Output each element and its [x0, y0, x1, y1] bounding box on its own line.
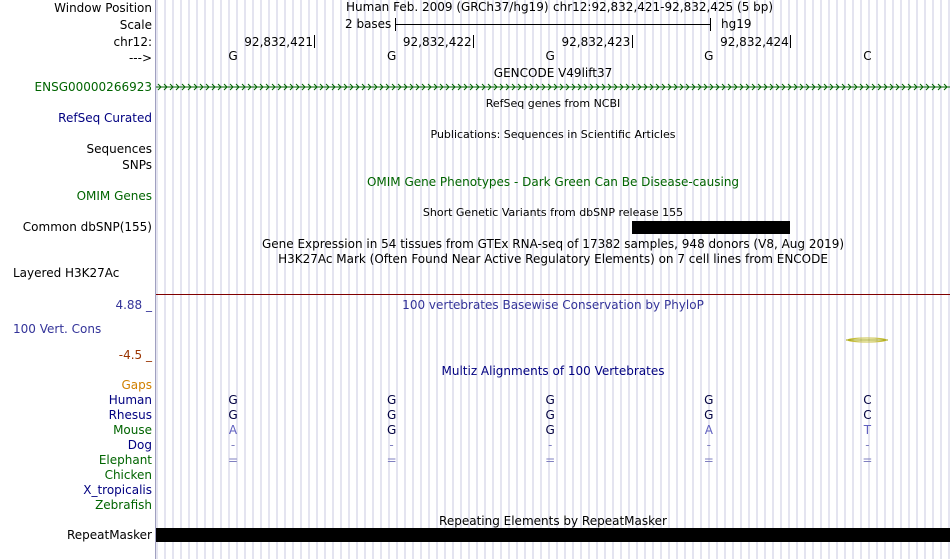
alignment-base: G [545, 423, 555, 437]
species-label[interactable]: Zebrafish [95, 498, 152, 512]
publications-track-title: Publications: Sequences in Scientific Articles [430, 128, 676, 141]
species-label[interactable]: Rhesus [108, 408, 152, 422]
coordinate-tick [790, 35, 791, 48]
scale-bar [395, 18, 711, 31]
dbsnp-track-title: Short Genetic Variants from dbSNP release 155 [422, 206, 684, 219]
alignment-base: - [865, 438, 870, 452]
coordinate-tick [632, 35, 633, 48]
h3k27ac-track-title: H3K27Ac Mark (Often Found Near Active Regulatory Elements) on 7 cell lines from ENCODE [278, 252, 828, 266]
coordinate-tick [473, 35, 474, 48]
repeatmasker-track-title: Repeating Elements by RepeatMasker [439, 514, 667, 528]
refseq-track-title: RefSeq genes from NCBI [485, 97, 621, 110]
alignment-base: = [545, 453, 556, 467]
common-dbsnp-label[interactable]: Common dbSNP(155) [22, 220, 152, 234]
species-label[interactable]: Mouse [113, 423, 152, 437]
alignment-base: T [863, 423, 872, 437]
position-readout: chr12:92,832,421-92,832,425 (5 bp) [553, 0, 774, 14]
chrom-label: chr12: [113, 35, 152, 49]
multiz-track-title: Multiz Alignments of 100 Vertebrates [441, 364, 665, 378]
alignment-base: - [706, 438, 711, 452]
coordinate-label: 92,832,423 [561, 35, 631, 49]
reference-base: G [704, 49, 714, 63]
track-data-area[interactable] [156, 0, 950, 559]
alignment-base: = [703, 453, 714, 467]
coordinate-label: 92,832,422 [402, 35, 472, 49]
phylop-signal-mark [846, 335, 888, 345]
species-label[interactable]: Dog [127, 438, 152, 452]
assembly-title: Human Feb. 2009 (GRCh37/hg19) [346, 0, 549, 14]
layered-h3k27ac-label[interactable]: Layered H3K27Ac [13, 266, 120, 280]
coordinate-tick [314, 35, 315, 48]
repeatmasker-label[interactable]: RepeatMasker [66, 528, 152, 542]
species-label[interactable]: Elephant [98, 453, 152, 467]
alignment-base: - [548, 438, 553, 452]
species-label[interactable]: Human [108, 393, 152, 407]
omim-genes-label[interactable]: OMIM Genes [76, 189, 152, 203]
alignment-base: - [389, 438, 394, 452]
track-label-column [0, 0, 156, 559]
alignment-base: G [386, 408, 397, 422]
gencode-gene-label[interactable]: ENSG00000266923 [34, 80, 152, 94]
reference-base: G [386, 49, 397, 63]
species-label[interactable]: Chicken [104, 468, 152, 482]
reference-base: G [228, 49, 238, 63]
window-position-label: Window Position [54, 1, 152, 15]
conservation-min-label: -4.5 _ [118, 348, 152, 362]
gtex-track-title: Gene Expression in 54 tissues from GTEx RNA-seq of 17382 samples, 948 donors (V8, Aug 2019) [261, 237, 845, 251]
alignment-base: = [862, 453, 873, 467]
gencode-gene-feature[interactable] [156, 82, 950, 92]
reference-base: C [863, 49, 872, 63]
alignment-base: G [545, 393, 555, 407]
alignment-base: C [863, 408, 872, 422]
alignment-base: = [386, 453, 397, 467]
alignment-base: G [386, 393, 397, 407]
db-label: hg19 [721, 17, 752, 31]
scale-text: 2 bases [345, 17, 392, 31]
snps-label[interactable]: SNPs [122, 158, 152, 172]
scale-label: Scale [119, 18, 152, 32]
alignment-base: G [704, 408, 714, 422]
alignment-base: G [386, 423, 397, 437]
h3k27ac-signal-line [156, 294, 950, 295]
alignment-base: A [704, 423, 713, 437]
coordinate-label: 92,832,421 [244, 35, 314, 49]
alignment-base: - [230, 438, 236, 452]
alignment-base: G [228, 393, 238, 407]
refseq-curated-label[interactable]: RefSeq Curated [58, 111, 152, 125]
dbsnp-variant-block[interactable] [632, 221, 790, 234]
coordinate-label: 92,832,424 [720, 35, 789, 49]
alignment-base: G [704, 393, 714, 407]
gencode-track-title: GENCODE V49lift37 [493, 66, 613, 80]
alignment-base: A [228, 423, 238, 437]
sequences-label[interactable]: Sequences [86, 142, 152, 156]
repeatmasker-block[interactable] [156, 528, 950, 542]
gaps-label: Gaps [121, 378, 152, 392]
alignment-base: C [863, 393, 872, 407]
vert-cons-label[interactable]: 100 Vert. Cons [13, 322, 102, 336]
alignment-base: G [545, 408, 555, 422]
phylop-track-title: 100 vertebrates Basewise Conservation by PhyloP [402, 298, 704, 312]
alignment-base: = [227, 453, 239, 467]
strand-label: ---> [128, 51, 152, 65]
species-label[interactable]: X_tropicalis [83, 483, 152, 497]
conservation-max-label: 4.88 _ [115, 298, 152, 312]
omim-track-title: OMIM Gene Phenotypes - Dark Green Can Be Disease-causing [366, 175, 740, 189]
reference-base: G [545, 49, 555, 63]
alignment-base: G [228, 408, 238, 422]
